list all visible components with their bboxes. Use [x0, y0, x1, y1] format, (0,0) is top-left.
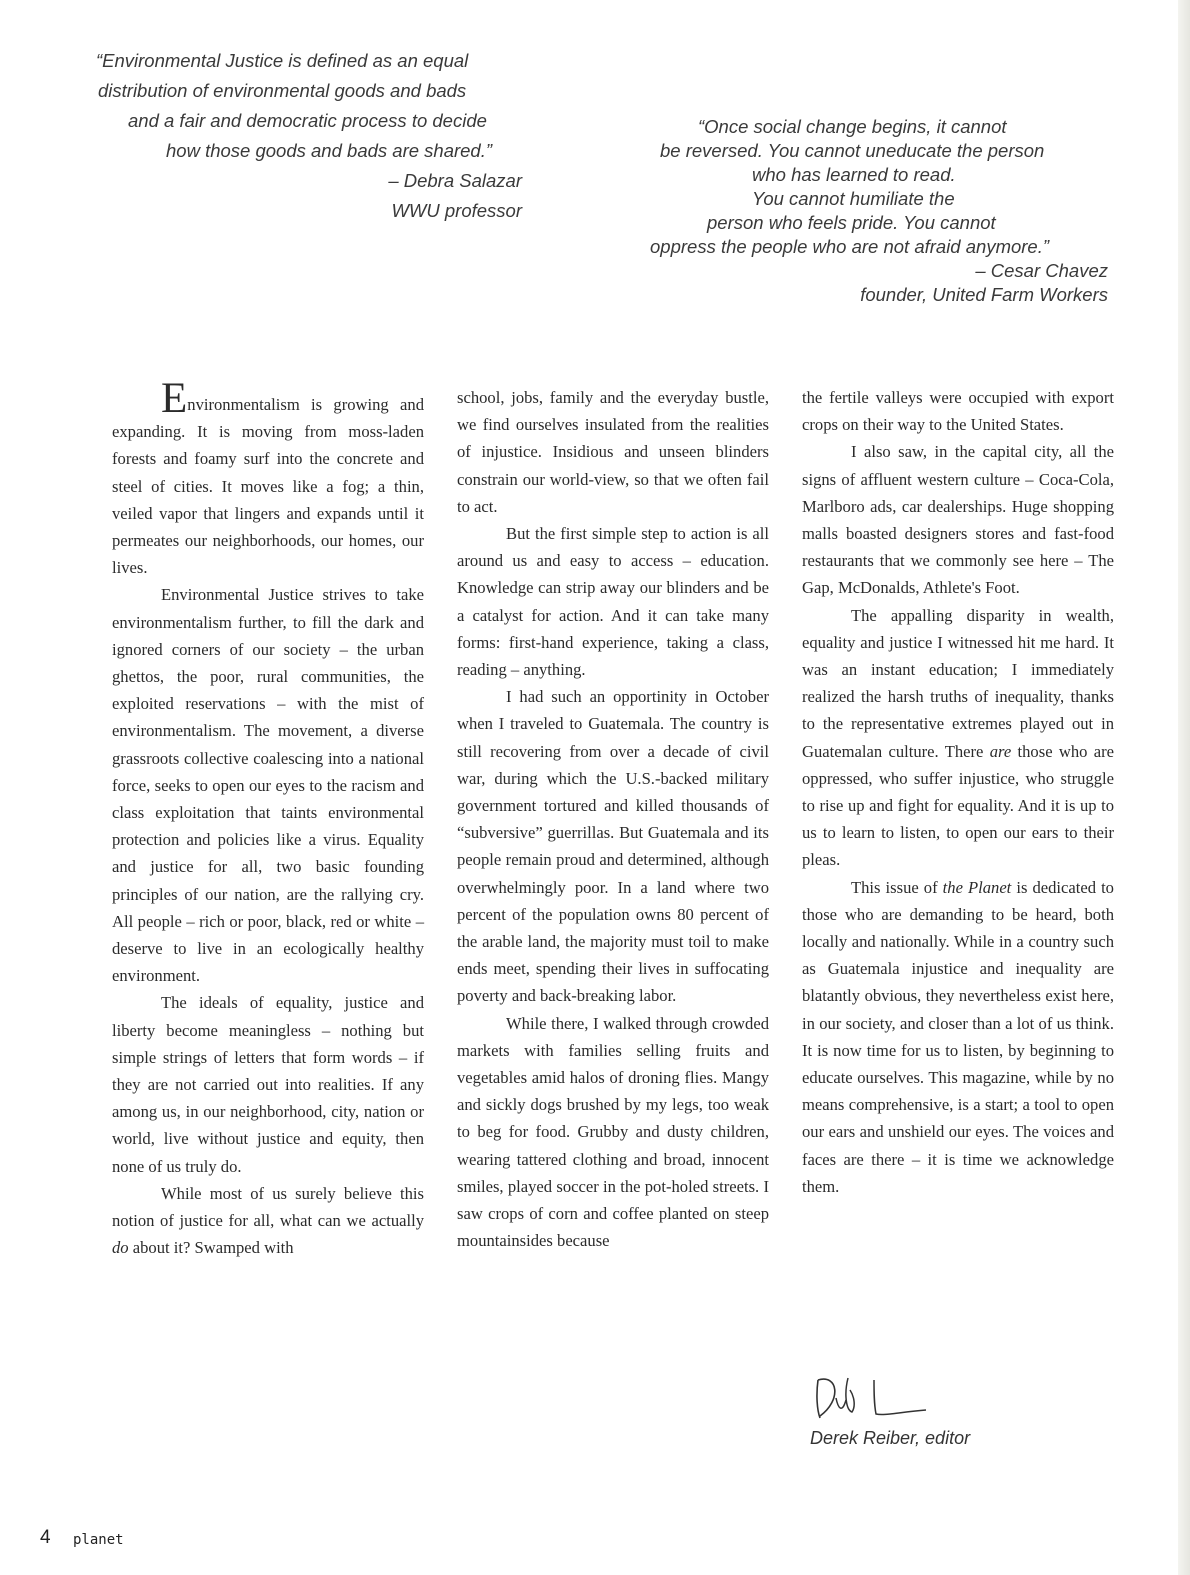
paragraph-text: The appalling disparity in wealth, equality and justice I witnessed hit me hard. It was an instant education; I immediately realized the harsh truths of inequality, thanks to the representative extremes played out in Guatemalan culture. There [802, 605, 1114, 761]
quote-line: and a fair and democratic process to decide [128, 110, 487, 131]
emphasis-text: the Planet [942, 877, 1012, 897]
quote-line: person who feels pride. You cannot [707, 212, 996, 233]
quote-line: distribution of environmental goods and bads [98, 80, 467, 101]
page-edge-shadow [1178, 0, 1190, 1575]
quote-line: You cannot humiliate the [752, 188, 955, 209]
article-column-3 [802, 384, 1114, 1200]
paragraph-text: While most of us surely believe this notion of justice for all, what can we actually [112, 1183, 424, 1231]
paragraph-text: nvironmentalism is growing and expanding. It is moving from moss-laden forests and foamy surf into the concrete and steel of cities. It moves like a fog; a thin, veiled vapor that lingers and expands until it permeates our neighborhoods, our homes, our lives. [112, 395, 424, 578]
quote-line: “Environmental Justice is defined as an equal [96, 50, 469, 71]
paragraph-text: This issue of [851, 877, 943, 897]
page-number: 4 [40, 1527, 51, 1548]
article-paragraph [802, 602, 1114, 874]
quote-attribution-title: WWU professor [391, 200, 522, 221]
article-paragraph: I had such an opportinity in October when I traveled to Guatemala. The country is still recovering from over a decade of civil war, during which the U.S.-backed military government tortured and killed thousands of “subversive” guerrillas. But Guatemala and its people remain proud and determined, although overwhelmingly poor. In a land where two percent of the population owns 80 percent of the arable land, the majority must toil to make ends meet, spending their lives in suffocating poverty and back-breaking labor. [457, 687, 769, 1006]
pull-quote-chavez [640, 115, 1120, 307]
article-paragraph: While there, I walked through crowded markets with families selling fruits and vegetables amid halos of droning flies. Mangy and sickly dogs brushed by my legs, too weak to beg for food. Grubby and dusty children, wearing tattered clothing and broad, innocent smiles, played soccer in the pot-holed streets. I saw crops of corn and coffee planted on steep mountainsides because [457, 1013, 769, 1251]
article-paragraph [802, 874, 1114, 1200]
article-paragraph: the fertile valleys were occupied with export crops on their way to the United States. [802, 388, 1114, 435]
article-paragraph [112, 1180, 424, 1262]
article-paragraph [112, 375, 424, 581]
article-paragraph: school, jobs, family and the everyday bustle, we find ourselves insulated from the realities of injustice. Insidious and unseen blinders constrain our world-view, so that we often fail to act. [457, 388, 769, 516]
article-paragraph: But the first simple step to action is all around us and easy to access – education. Knowledge can strip away our blinders and be a catalyst for action. And it can take many forms: first-hand experience, taking a class, reading – anything. [457, 524, 769, 680]
paragraph-text: about it? Swamped with [128, 1238, 294, 1258]
pull-quote-salazar [96, 46, 526, 226]
article-column-2 [457, 384, 769, 1255]
paragraph-text: is dedicated to those who are demanding to be heard, both locally and nationally. While in a country such as Guatemala injustice and inequality are blatantly obvious, they nevertheless exist here, in our society, and closer than a lot of us think. It is now time for us to listen, by beginning to educate ourselves. This magazine, while by no means comprehensive, is a start; a tool to open our ears and unshield our eyes. The voices and faces are there – it is time we acknowledge them. [802, 877, 1114, 1196]
quote-line: be reversed. You cannot uneducate the person [660, 140, 1045, 161]
magazine-name: planet [73, 1532, 124, 1548]
drop-cap: E [161, 375, 188, 422]
article-paragraph: Environmental Justice strives to take environmentalism further, to fill the dark and ignored corners of our society – the urban ghettos, the poor, rural communities, the exploited reservations – with the mist of environmentalism. The movement, a diverse grassroots collective coalescing into a national force, seeks to open our eyes to the racism and class exploitation that taints environmental protection and policies like a virus. Equality and justice for all, two basic founding principles of our nation, are the rallying cry. All people – rich or poor, black, red or white – deserve to live in an ecologically healthy environment. [112, 585, 424, 986]
editor-credit: Derek Reiber, editor [810, 1428, 971, 1448]
quote-line: oppress the people who are not afraid anymore.” [650, 236, 1050, 257]
quote-line: who has learned to read. [752, 164, 956, 185]
article-paragraph: I also saw, in the capital city, all the signs of affluent western culture – Coca-Cola, Marlboro ads, car dealerships. Huge shopping malls boasted designers stores and fast-food restaurants that we commonly see here – The Gap, McDonalds, Athlete's Foot. [802, 442, 1114, 598]
article-column-1 [112, 375, 424, 1262]
quote-attribution-name: – Debra Salazar [388, 170, 522, 191]
paragraph-text: those who are oppressed, who suffer injustice, who struggle to rise up and fight for equality. And it is up to us to learn to listen, to open our ears to their pleas. [802, 741, 1115, 870]
quote-line: how those goods and bads are shared.” [166, 140, 493, 161]
emphasis-text: do [112, 1238, 129, 1258]
emphasis-text: are [989, 741, 1012, 761]
quote-line: “Once social change begins, it cannot [698, 116, 1007, 137]
article-paragraph: The ideals of equality, justice and liberty become meaningless – nothing but simple strings of letters that form words – if they are not carried out into realities. If any among us, in our neighborhood, city, nation or world, live without justice and equity, then none of us truly do. [112, 993, 424, 1176]
quote-attribution-name: – Cesar Chavez [975, 260, 1108, 281]
quote-attribution-title: founder, United Farm Workers [860, 284, 1108, 305]
editor-signature [808, 1360, 938, 1430]
